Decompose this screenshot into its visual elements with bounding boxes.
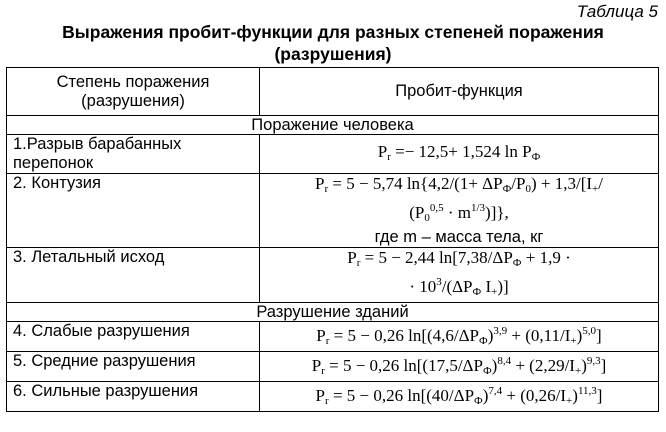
header-degree-line2: (разрушения) [81, 91, 185, 110]
row-label: 6. Сильные разрушения [7, 382, 260, 412]
row-formula [260, 174, 659, 248]
row-formula: $P_r = 5 - 0,26$ $\ln[(40/\Delta P_Ф)^{7,4} + (0,26/I_+)^{11,3}]$ [260, 382, 659, 412]
formula-text: $P_r =- 12,5+ 1,524$ $\ln P_Ф$ [377, 141, 541, 163]
formula-line2: · $10^3/(\Delta P_Ф$ $I_+$)] [409, 276, 509, 298]
row-label [7, 135, 260, 174]
table-title [0, 21, 666, 65]
table-caption: Таблица 5 [576, 2, 658, 21]
formula-note: где m – масса тела, кг [374, 228, 544, 246]
table-row [7, 248, 659, 303]
header-degree [7, 68, 260, 116]
header-row [7, 68, 659, 116]
row-formula: $P_r = 5 - 0,26$ $\ln[(17,5/\Delta P_Ф)^{8,4} + (2,29/I_+)^{9,3}]$ [260, 352, 659, 382]
row-label: 2. Контузия [7, 174, 260, 248]
section-row-human [7, 116, 659, 135]
probit-table [6, 67, 659, 412]
formula-line1: $P_r = 5 - 5,74$ $\ln\{4,2/(1+ \Delta P_Ф/P_0) + 1,3/[I_+/$ [315, 174, 603, 195]
table-title-line1: Выражения пробит-функции для разных степеней поражения [62, 22, 604, 42]
section-buildings: Разрушение зданий [7, 303, 659, 322]
row-formula: $P_r = 5 - 0,26$ $\ln[(4,6/\Delta P_Ф)^{3,9} + (0,11/I_+)^{5,0}]$ [260, 322, 659, 352]
row-formula [260, 135, 659, 174]
table-row [7, 174, 659, 248]
formula-line1: $P_r = 5 - 2,44$ $\ln[7,38/\Delta P_Ф + 1,9$ · [347, 248, 571, 269]
section-human: Поражение человека [7, 116, 659, 135]
header-probit: Пробит-функция [260, 68, 659, 116]
table-row [7, 352, 659, 382]
row-label: 3. Летальный исход [7, 248, 260, 303]
table-row [7, 382, 659, 412]
row-label: 5. Средние разрушения [7, 352, 260, 382]
table-title-line2: (разрушения) [274, 44, 392, 64]
table-row [7, 322, 659, 352]
row-label-line1: 1.Разрыв барабанных [13, 135, 182, 153]
table-row [7, 135, 659, 174]
row-label-line2: перепонок [13, 154, 94, 172]
formula-line2: $(P_0^{0,5} \cdot m^{1/3})$]}, [409, 202, 509, 224]
header-degree-line1: Степень поражения [56, 72, 210, 91]
row-formula [260, 248, 659, 303]
section-row-buildings [7, 303, 659, 322]
row-label: 4. Слабые разрушения [7, 322, 260, 352]
